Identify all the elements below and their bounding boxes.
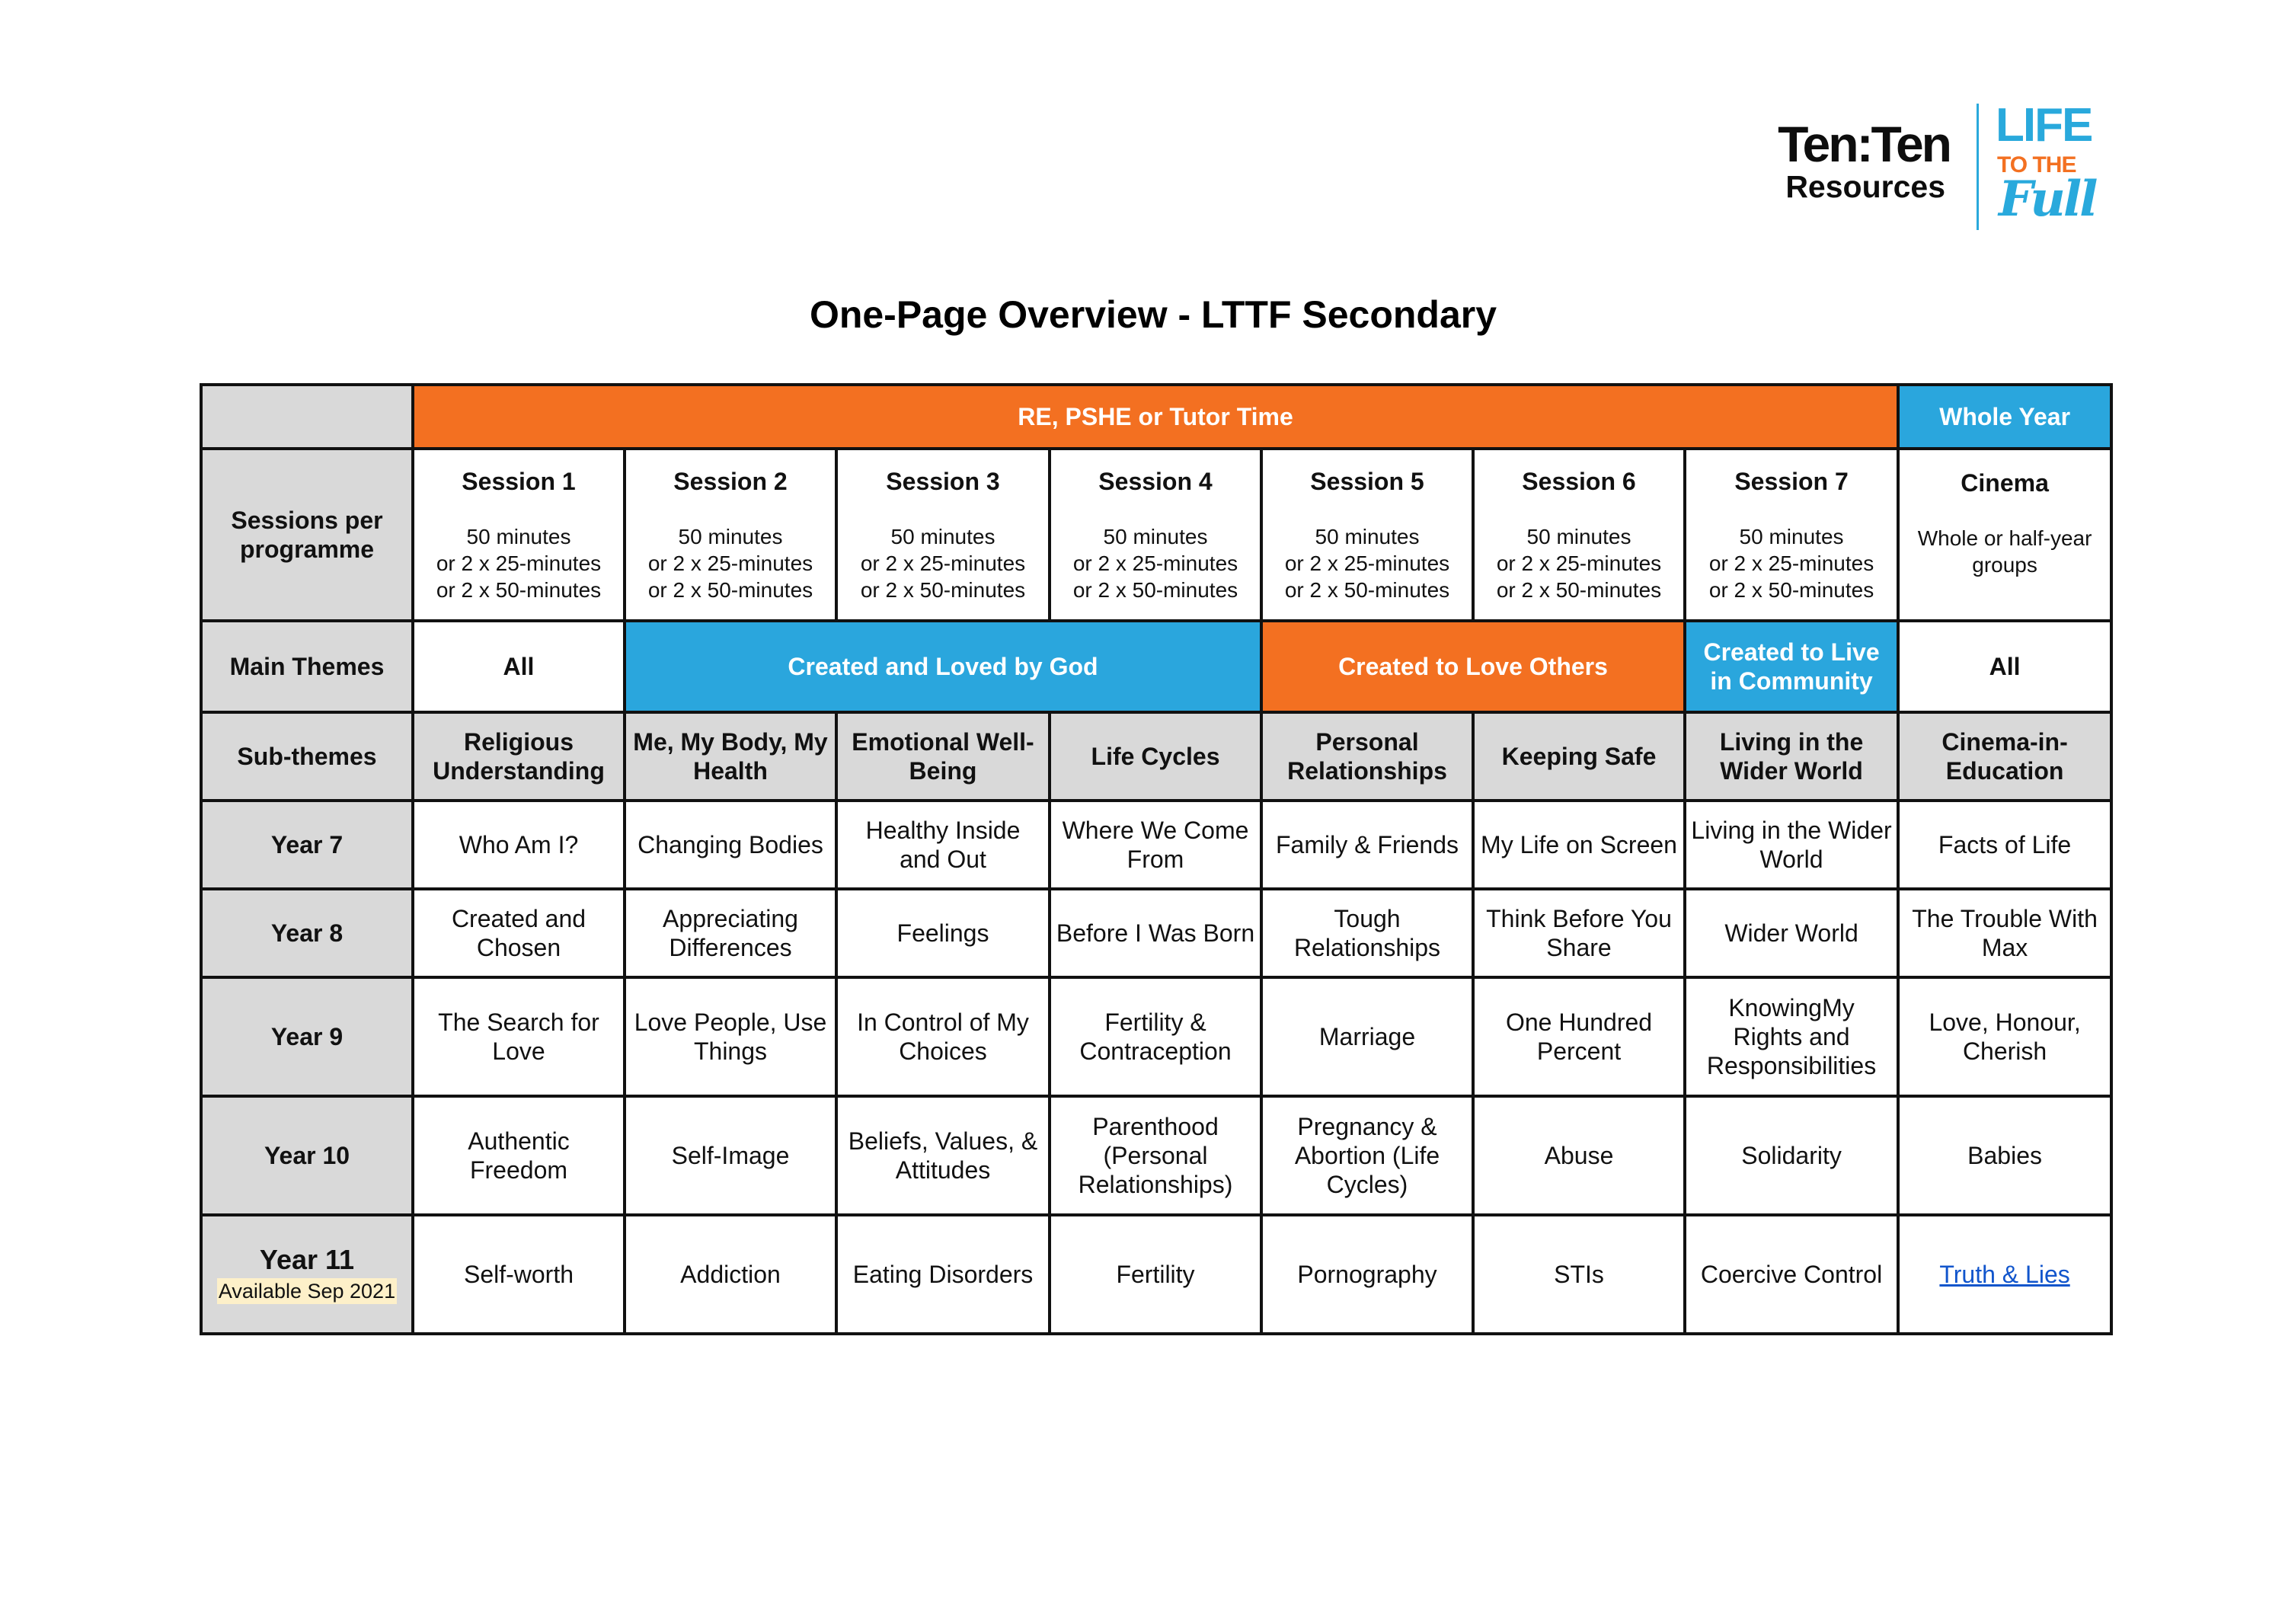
session-cell	[836, 449, 1050, 621]
topic-cell: Coercive Control	[1685, 1215, 1898, 1334]
topic-cell: Fertility	[1050, 1215, 1261, 1334]
session-cell	[1473, 449, 1685, 621]
header-row	[201, 385, 2111, 449]
topic-cell: Self-worth	[413, 1215, 625, 1334]
session-duration: 50 minutes	[1739, 524, 1844, 548]
subtheme-cell: Keeping Safe	[1473, 712, 1685, 801]
overview-table	[200, 383, 2113, 1335]
table-row	[201, 1215, 2111, 1334]
session-duration: 50 minutes	[678, 524, 783, 548]
session-duration: or 2 x 25-minutes	[436, 551, 602, 575]
session-duration: 50 minutes	[1315, 524, 1420, 548]
topic-cell: Beliefs, Values, & Attitudes	[836, 1096, 1050, 1215]
session-cell	[413, 449, 625, 621]
session-duration: or 2 x 50-minutes	[647, 577, 813, 602]
table-row	[201, 889, 2111, 977]
topic-cell: Love People, Use Things	[625, 977, 836, 1096]
topic-cell: In Control of My Choices	[836, 977, 1050, 1096]
topic-cell: Tough Relationships	[1261, 889, 1473, 977]
main-themes-label: Main Themes	[201, 621, 413, 712]
session-cell	[1050, 449, 1261, 621]
table-row	[201, 977, 2111, 1096]
session-duration: or 2 x 50-minutes	[1708, 577, 1874, 602]
topic-cell: Fertility & Contraception	[1050, 977, 1261, 1096]
session-duration: or 2 x 50-minutes	[1284, 577, 1450, 602]
topic-cell: Where We Come From	[1050, 801, 1261, 889]
table-row	[201, 801, 2111, 889]
topic-cell: Family & Friends	[1261, 801, 1473, 889]
lttf-logo-line3: Full	[1999, 171, 2096, 228]
topic-cell: Healthy Inside and Out	[836, 801, 1050, 889]
session-duration: 50 minutes	[1526, 524, 1631, 548]
topic-cell: Parenthood (Personal Relationships)	[1050, 1096, 1261, 1215]
session-cell	[1898, 449, 2111, 621]
topic-cell: Pornography	[1261, 1215, 1473, 1334]
topic-cell: Created and Chosen	[413, 889, 625, 977]
subtheme-cell: Religious Understanding	[413, 712, 625, 801]
life-to-the-full-logo	[1996, 99, 2095, 232]
session-name: Session 2	[673, 467, 788, 495]
session-name: Cinema	[1961, 469, 2049, 497]
year-label: Year 10	[201, 1096, 413, 1215]
topic-cell: Self-Image	[625, 1096, 836, 1215]
year-label-text: Year 11	[259, 1244, 355, 1275]
topic-cell: Changing Bodies	[625, 801, 836, 889]
main-theme-created-live: Created to Live in Community	[1685, 621, 1898, 712]
topic-cell: Addiction	[625, 1215, 836, 1334]
session-duration: or 2 x 25-minutes	[647, 551, 813, 575]
re-pshe-header: RE, PSHE or Tutor Time	[413, 385, 1898, 449]
session-duration: or 2 x 50-minutes	[1496, 577, 1662, 602]
topic-cell: Feelings	[836, 889, 1050, 977]
topic-cell: Before I Was Born	[1050, 889, 1261, 977]
topic-cell: The Search for Love	[413, 977, 625, 1096]
lttf-logo-line2: TO THE	[1997, 152, 2076, 177]
main-theme-created-loved: Created and Loved by God	[625, 621, 1261, 712]
subtheme-cell: Living in the Wider World	[1685, 712, 1898, 801]
tenten-logo-main: Ten:Ten	[1778, 116, 1950, 172]
lttf-logo-line1: LIFE	[1996, 99, 2092, 152]
logo-divider	[1977, 104, 1979, 230]
session-duration: groups	[1972, 553, 2037, 577]
topic-cell: KnowingMy Rights and Responsibilities	[1685, 977, 1898, 1096]
session-duration: or 2 x 25-minutes	[1496, 551, 1662, 575]
session-duration: 50 minutes	[890, 524, 995, 548]
session-cell	[625, 449, 836, 621]
topic-cell: Abuse	[1473, 1096, 1685, 1215]
subtheme-cell: Life Cycles	[1050, 712, 1261, 801]
subtheme-cell: Me, My Body, My Health	[625, 712, 836, 801]
topic-cell: STIs	[1473, 1215, 1685, 1334]
topic-cell	[1898, 1215, 2111, 1334]
session-duration: or 2 x 25-minutes	[1708, 551, 1874, 575]
tenten-logo	[1752, 116, 1950, 204]
year-label	[201, 1215, 413, 1334]
main-theme-all: All	[413, 621, 625, 712]
session-duration: or 2 x 25-minutes	[1284, 551, 1450, 575]
topic-cell: Wider World	[1685, 889, 1898, 977]
corner-cell	[201, 385, 413, 449]
availability-note: Available Sep 2021	[218, 1280, 396, 1303]
main-themes-row	[201, 621, 2111, 712]
session-name: Session 6	[1522, 467, 1636, 495]
topic-cell: Authentic Freedom	[413, 1096, 625, 1215]
topic-cell: Babies	[1898, 1096, 2111, 1215]
table-row	[201, 1096, 2111, 1215]
topic-cell: Think Before You Share	[1473, 889, 1685, 977]
session-cell	[1261, 449, 1473, 621]
session-name: Session 4	[1098, 467, 1213, 495]
topic-cell: Appreciating Differences	[625, 889, 836, 977]
page-title: One-Page Overview - LTTF Secondary	[809, 293, 1497, 336]
session-duration: or 2 x 25-minutes	[1072, 551, 1238, 575]
year-label: Year 7	[201, 801, 413, 889]
year-label: Year 9	[201, 977, 413, 1096]
subtheme-cell: Emotional Well-Being	[836, 712, 1050, 801]
session-duration: or 2 x 50-minutes	[1072, 577, 1238, 602]
topic-cell: Living in the Wider World	[1685, 801, 1898, 889]
topic-cell: Solidarity	[1685, 1096, 1898, 1215]
session-name: Session 1	[462, 467, 576, 495]
sessions-row	[201, 449, 2111, 621]
session-name: Session 5	[1310, 467, 1424, 495]
topic-cell: My Life on Screen	[1473, 801, 1685, 889]
topic-cell: Facts of Life	[1898, 801, 2111, 889]
subthemes-row	[201, 712, 2111, 801]
topic-cell: Pregnancy & Abortion (Life Cycles)	[1261, 1096, 1473, 1215]
session-duration: or 2 x 50-minutes	[860, 577, 1026, 602]
session-duration: or 2 x 50-minutes	[436, 577, 602, 602]
subthemes-label: Sub-themes	[201, 712, 413, 801]
sessions-label: Sessions per programme	[201, 449, 413, 621]
session-duration: or 2 x 25-minutes	[860, 551, 1026, 575]
session-duration: Whole or half-year	[1917, 526, 2092, 550]
session-duration: 50 minutes	[466, 524, 571, 548]
main-theme-created-love-others: Created to Love Others	[1261, 621, 1685, 712]
main-theme-all: All	[1898, 621, 2111, 712]
session-name: Session 7	[1734, 467, 1849, 495]
topic-cell: Eating Disorders	[836, 1215, 1050, 1334]
subtheme-cell: Cinema-in-Education	[1898, 712, 2111, 801]
tenten-logo-sub: Resources	[1785, 169, 1945, 204]
subtheme-cell: Personal Relationships	[1261, 712, 1473, 801]
topic-cell: Marriage	[1261, 977, 1473, 1096]
session-cell	[1685, 449, 1898, 621]
session-duration: 50 minutes	[1103, 524, 1208, 548]
logo-group	[1737, 99, 2117, 236]
topic-cell: The Trouble With Max	[1898, 889, 2111, 977]
topic-cell: One Hundred Percent	[1473, 977, 1685, 1096]
year-label: Year 8	[201, 889, 413, 977]
topic-cell: Who Am I?	[413, 801, 625, 889]
topic-cell: Love, Honour, Cherish	[1898, 977, 2111, 1096]
whole-year-header: Whole Year	[1898, 385, 2111, 449]
session-name: Session 3	[886, 467, 1000, 495]
truth-and-lies-link[interactable]: Truth & Lies	[1939, 1261, 2070, 1288]
